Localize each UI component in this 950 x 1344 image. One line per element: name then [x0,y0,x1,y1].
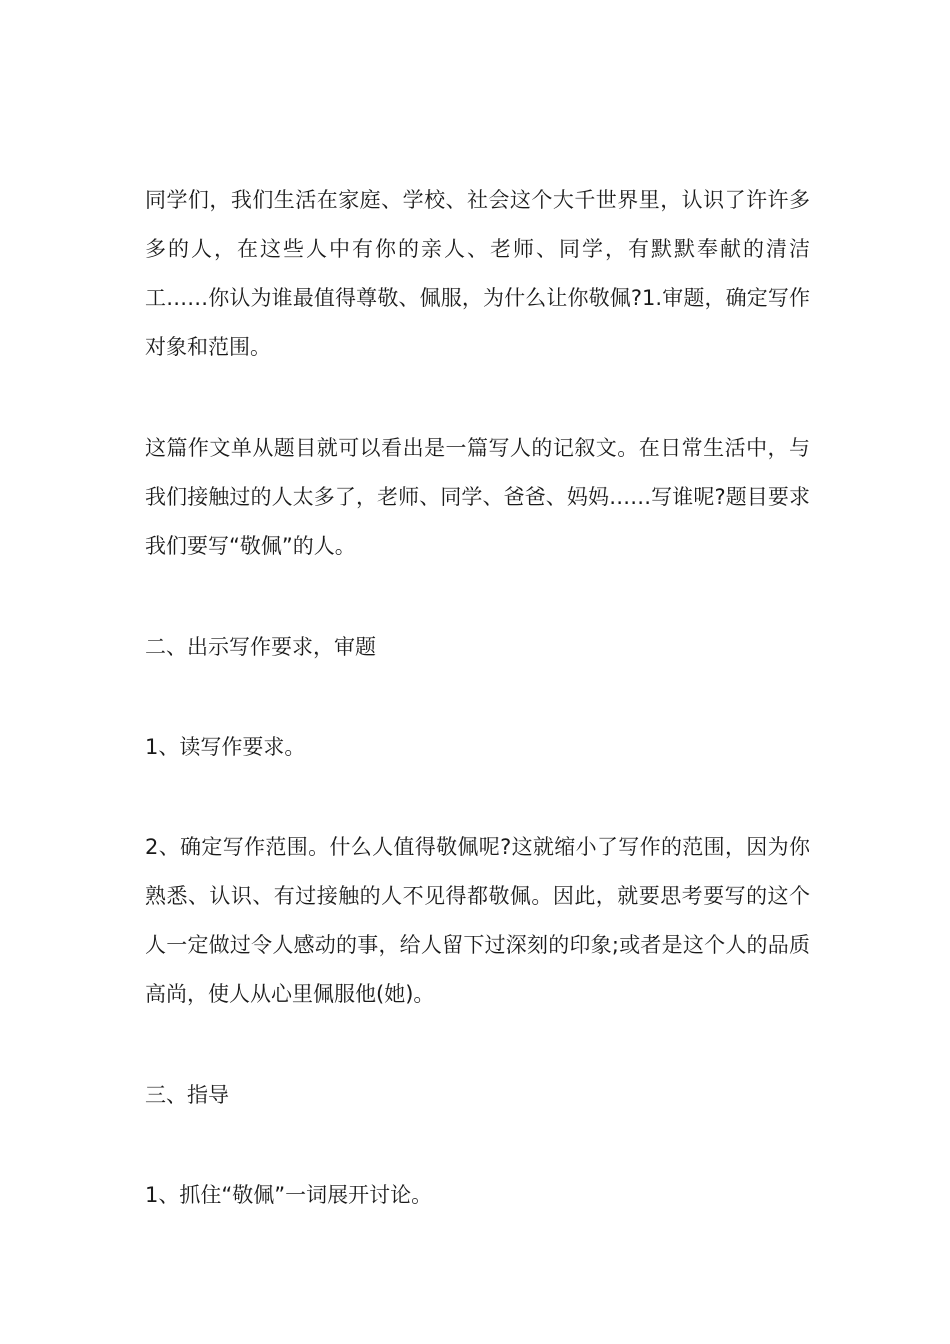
intro-paragraph: 同学们，我们生活在家庭、学校、社会这个大千世界里，认识了许许多多的人，在这些人中有你的亲人、老师、同学，有默默奉献的清洁工……你认为谁最值得尊敬、佩服，为什么让你敬佩?1.审题，确定写作对象和范围。 [145,188,810,359]
section-two-item-1: 1、读写作要求。 [145,735,306,759]
section-two-item-2: 2、确定写作范围。什么人值得敬佩呢?这就缩小了写作的范围，因为你熟悉、认识、有过接触的人不见得都敬佩。因此，就要思考要写的这个人一定做过令人感动的事，给人留下过深刻的印象;或者是这个人的品质高尚，使人从心里佩服他(她)。 [145,835,810,1006]
section-three-item-1: 1、抓住“敬佩”一词展开讨论。 [145,1183,433,1207]
analysis-paragraph: 这篇作文单从题目就可以看出是一篇写人的记叙文。在日常生活中，与我们接触过的人太多了，老师、同学、爸爸、妈妈……写谁呢?题目要求我们要写“敬佩”的人。 [145,436,810,558]
section-three-heading: 三、指导 [145,1083,229,1107]
section-two-heading: 二、出示写作要求，审题 [145,635,376,659]
